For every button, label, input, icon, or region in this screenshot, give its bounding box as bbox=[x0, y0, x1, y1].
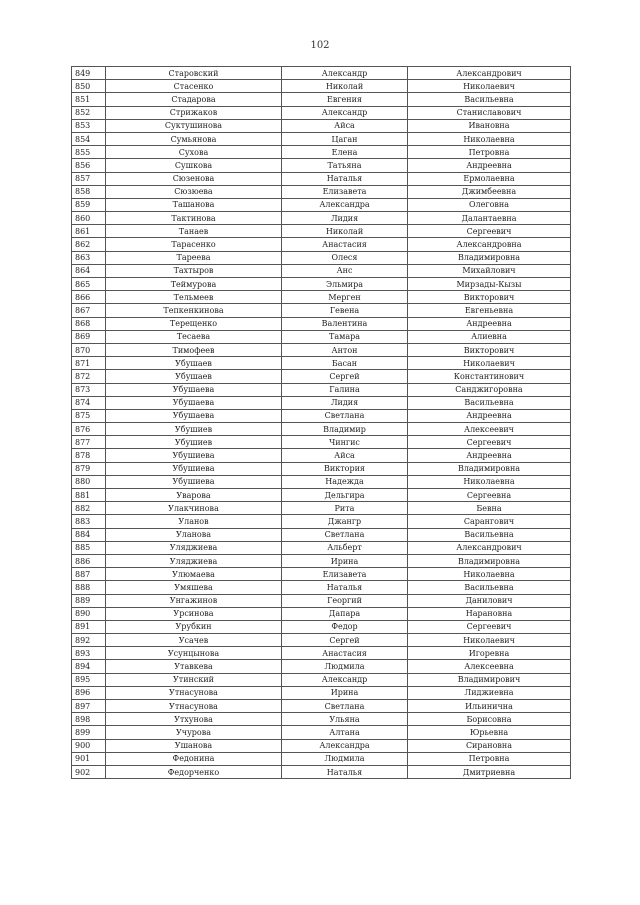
patronymic-cell: Сергеевич bbox=[408, 225, 571, 238]
patronymic-cell: Бевна bbox=[408, 502, 571, 515]
table-row bbox=[72, 700, 571, 713]
last-name-cell: Суктушинова bbox=[106, 119, 282, 132]
first-name-cell: Александр bbox=[282, 67, 408, 80]
last-name-cell: Уланов bbox=[106, 515, 282, 528]
last-name-cell: Усунцынова bbox=[106, 647, 282, 660]
last-name-cell: Убушаев bbox=[106, 370, 282, 383]
last-name-cell: Утавкева bbox=[106, 660, 282, 673]
row-number-cell: 859 bbox=[72, 198, 106, 211]
last-name-cell: Ташанова bbox=[106, 198, 282, 211]
last-name-cell: Утхунова bbox=[106, 713, 282, 726]
last-name-cell: Урубкин bbox=[106, 620, 282, 633]
first-name-cell: Олеся bbox=[282, 251, 408, 264]
first-name-cell: Мерген bbox=[282, 291, 408, 304]
row-number-cell: 892 bbox=[72, 634, 106, 647]
row-number-cell: 874 bbox=[72, 396, 106, 409]
patronymic-cell: Николаевна bbox=[408, 475, 571, 488]
first-name-cell: Наталья bbox=[282, 172, 408, 185]
last-name-cell: Утинский bbox=[106, 673, 282, 686]
patronymic-cell: Игоревна bbox=[408, 647, 571, 660]
last-name-cell: Тимофеев bbox=[106, 343, 282, 356]
table-row bbox=[72, 502, 571, 515]
table-row bbox=[72, 739, 571, 752]
patronymic-cell: Андреевна bbox=[408, 409, 571, 422]
patronymic-cell: Константинович bbox=[408, 370, 571, 383]
row-number-cell: 866 bbox=[72, 291, 106, 304]
last-name-cell: Урсинова bbox=[106, 607, 282, 620]
row-number-cell: 893 bbox=[72, 647, 106, 660]
patronymic-cell: Владимировна bbox=[408, 554, 571, 567]
row-number-cell: 885 bbox=[72, 541, 106, 554]
first-name-cell: Светлана bbox=[282, 528, 408, 541]
row-number-cell: 853 bbox=[72, 119, 106, 132]
table-row bbox=[72, 607, 571, 620]
first-name-cell: Цаган bbox=[282, 132, 408, 145]
first-name-cell: Анастасия bbox=[282, 238, 408, 251]
table-row bbox=[72, 594, 571, 607]
row-number-cell: 854 bbox=[72, 132, 106, 145]
last-name-cell: Убушаев bbox=[106, 357, 282, 370]
table-row bbox=[72, 251, 571, 264]
table-row bbox=[72, 475, 571, 488]
table-row bbox=[72, 238, 571, 251]
table-row bbox=[72, 726, 571, 739]
table-row bbox=[72, 423, 571, 436]
last-name-cell: Убушиева bbox=[106, 475, 282, 488]
row-number-cell: 881 bbox=[72, 489, 106, 502]
row-number-cell: 869 bbox=[72, 330, 106, 343]
last-name-cell: Сюзюева bbox=[106, 185, 282, 198]
first-name-cell: Лидия bbox=[282, 212, 408, 225]
row-number-cell: 862 bbox=[72, 238, 106, 251]
first-name-cell: Евгения bbox=[282, 93, 408, 106]
first-name-cell: Антон bbox=[282, 343, 408, 356]
patronymic-cell: Ермолаевна bbox=[408, 172, 571, 185]
table-row bbox=[72, 765, 571, 778]
last-name-cell: Убушаева bbox=[106, 409, 282, 422]
last-name-cell: Убушиева bbox=[106, 449, 282, 462]
first-name-cell: Николай bbox=[282, 80, 408, 93]
first-name-cell: Сергей bbox=[282, 634, 408, 647]
last-name-cell: Ушанова bbox=[106, 739, 282, 752]
table-row bbox=[72, 159, 571, 172]
row-number-cell: 867 bbox=[72, 304, 106, 317]
last-name-cell: Сюзенова bbox=[106, 172, 282, 185]
row-number-cell: 870 bbox=[72, 343, 106, 356]
first-name-cell: Ирина bbox=[282, 686, 408, 699]
row-number-cell: 850 bbox=[72, 80, 106, 93]
table-row bbox=[72, 568, 571, 581]
patronymic-cell: Данилович bbox=[408, 594, 571, 607]
last-name-cell: Стасенко bbox=[106, 80, 282, 93]
last-name-cell: Терещенко bbox=[106, 317, 282, 330]
first-name-cell: Александр bbox=[282, 673, 408, 686]
last-name-cell: Сухова bbox=[106, 146, 282, 159]
row-number-cell: 901 bbox=[72, 752, 106, 765]
row-number-cell: 864 bbox=[72, 264, 106, 277]
table-row bbox=[72, 462, 571, 475]
row-number-cell: 857 bbox=[72, 172, 106, 185]
table-row bbox=[72, 528, 571, 541]
first-name-cell: Альберт bbox=[282, 541, 408, 554]
table-row bbox=[72, 106, 571, 119]
last-name-cell: Убушаева bbox=[106, 383, 282, 396]
first-name-cell: Георгий bbox=[282, 594, 408, 607]
table-row bbox=[72, 647, 571, 660]
table-row bbox=[72, 383, 571, 396]
first-name-cell: Сергей bbox=[282, 370, 408, 383]
row-number-cell: 890 bbox=[72, 607, 106, 620]
last-name-cell: Убушаева bbox=[106, 396, 282, 409]
last-name-cell: Уляджиева bbox=[106, 554, 282, 567]
first-name-cell: Александра bbox=[282, 198, 408, 211]
last-name-cell: Унгажинов bbox=[106, 594, 282, 607]
patronymic-cell: Васильевна bbox=[408, 396, 571, 409]
table-row bbox=[72, 541, 571, 554]
table-row bbox=[72, 620, 571, 633]
first-name-cell: Татьяна bbox=[282, 159, 408, 172]
patronymic-cell: Васильевна bbox=[408, 528, 571, 541]
patronymic-cell: Николаевич bbox=[408, 80, 571, 93]
row-number-cell: 896 bbox=[72, 686, 106, 699]
last-name-cell: Уланова bbox=[106, 528, 282, 541]
patronymic-cell: Станиславович bbox=[408, 106, 571, 119]
row-number-cell: 878 bbox=[72, 449, 106, 462]
table-row bbox=[72, 304, 571, 317]
table-row bbox=[72, 225, 571, 238]
patronymic-cell: Нарановна bbox=[408, 607, 571, 620]
table-row bbox=[72, 185, 571, 198]
last-name-cell: Уварова bbox=[106, 489, 282, 502]
patronymic-cell: Сергеевич bbox=[408, 436, 571, 449]
table-row bbox=[72, 409, 571, 422]
row-number-cell: 888 bbox=[72, 581, 106, 594]
table-row bbox=[72, 449, 571, 462]
row-number-cell: 886 bbox=[72, 554, 106, 567]
row-number-cell: 894 bbox=[72, 660, 106, 673]
row-number-cell: 889 bbox=[72, 594, 106, 607]
table-row bbox=[72, 396, 571, 409]
page-number: 102 bbox=[310, 40, 330, 51]
patronymic-cell: Сергеевич bbox=[408, 620, 571, 633]
last-name-cell: Тепкенкинова bbox=[106, 304, 282, 317]
table-row bbox=[72, 370, 571, 383]
last-name-cell: Тесаева bbox=[106, 330, 282, 343]
patronymic-cell: Андреевна bbox=[408, 317, 571, 330]
last-name-cell: Убушиев bbox=[106, 423, 282, 436]
row-number-cell: 852 bbox=[72, 106, 106, 119]
first-name-cell: Галина bbox=[282, 383, 408, 396]
patronymic-cell: Дмитриевна bbox=[408, 765, 571, 778]
patronymic-cell: Ильинична bbox=[408, 700, 571, 713]
table-row bbox=[72, 673, 571, 686]
patronymic-cell: Санджигоровна bbox=[408, 383, 571, 396]
first-name-cell: Светлана bbox=[282, 409, 408, 422]
row-number-cell: 855 bbox=[72, 146, 106, 159]
table-row bbox=[72, 660, 571, 673]
first-name-cell: Виктория bbox=[282, 462, 408, 475]
patronymic-cell: Юрьевна bbox=[408, 726, 571, 739]
roster-body bbox=[72, 67, 571, 779]
last-name-cell: Танаев bbox=[106, 225, 282, 238]
table-row bbox=[72, 343, 571, 356]
last-name-cell: Тахтыров bbox=[106, 264, 282, 277]
last-name-cell: Убушиева bbox=[106, 462, 282, 475]
table-row bbox=[72, 278, 571, 291]
first-name-cell: Рита bbox=[282, 502, 408, 515]
first-name-cell: Светлана bbox=[282, 700, 408, 713]
first-name-cell: Федор bbox=[282, 620, 408, 633]
table-row bbox=[72, 212, 571, 225]
table-row bbox=[72, 330, 571, 343]
patronymic-cell: Алексеевич bbox=[408, 423, 571, 436]
patronymic-cell: Викторович bbox=[408, 291, 571, 304]
last-name-cell: Сумьянова bbox=[106, 132, 282, 145]
first-name-cell: Владимир bbox=[282, 423, 408, 436]
patronymic-cell: Сарангович bbox=[408, 515, 571, 528]
patronymic-cell: Далантаевна bbox=[408, 212, 571, 225]
patronymic-cell: Владимировна bbox=[408, 251, 571, 264]
row-number-cell: 868 bbox=[72, 317, 106, 330]
patronymic-cell: Николаевна bbox=[408, 568, 571, 581]
first-name-cell: Алтана bbox=[282, 726, 408, 739]
row-number-cell: 898 bbox=[72, 713, 106, 726]
row-number-cell: 860 bbox=[72, 212, 106, 225]
first-name-cell: Наталья bbox=[282, 765, 408, 778]
last-name-cell: Тареева bbox=[106, 251, 282, 264]
patronymic-cell: Алиевна bbox=[408, 330, 571, 343]
patronymic-cell: Андреевна bbox=[408, 159, 571, 172]
patronymic-cell: Владимировна bbox=[408, 462, 571, 475]
row-number-cell: 873 bbox=[72, 383, 106, 396]
row-number-cell: 879 bbox=[72, 462, 106, 475]
table-row bbox=[72, 554, 571, 567]
last-name-cell: Утнасунова bbox=[106, 700, 282, 713]
patronymic-cell: Александрович bbox=[408, 541, 571, 554]
last-name-cell: Стрижаков bbox=[106, 106, 282, 119]
last-name-cell: Утнасунова bbox=[106, 686, 282, 699]
table-row bbox=[72, 146, 571, 159]
row-number-cell: 897 bbox=[72, 700, 106, 713]
first-name-cell: Тамара bbox=[282, 330, 408, 343]
table-row bbox=[72, 634, 571, 647]
row-number-cell: 882 bbox=[72, 502, 106, 515]
first-name-cell: Лидия bbox=[282, 396, 408, 409]
last-name-cell: Убушиев bbox=[106, 436, 282, 449]
first-name-cell: Ирина bbox=[282, 554, 408, 567]
row-number-cell: 899 bbox=[72, 726, 106, 739]
last-name-cell: Умяшева bbox=[106, 581, 282, 594]
first-name-cell: Джангр bbox=[282, 515, 408, 528]
first-name-cell: Елизавета bbox=[282, 185, 408, 198]
patronymic-cell: Олеговна bbox=[408, 198, 571, 211]
first-name-cell: Александр bbox=[282, 106, 408, 119]
row-number-cell: 875 bbox=[72, 409, 106, 422]
patronymic-cell: Владимирович bbox=[408, 673, 571, 686]
first-name-cell: Валентина bbox=[282, 317, 408, 330]
first-name-cell: Эльмира bbox=[282, 278, 408, 291]
row-number-cell: 895 bbox=[72, 673, 106, 686]
table-row bbox=[72, 686, 571, 699]
first-name-cell: Чингис bbox=[282, 436, 408, 449]
table-row bbox=[72, 291, 571, 304]
first-name-cell: Николай bbox=[282, 225, 408, 238]
first-name-cell: Александра bbox=[282, 739, 408, 752]
first-name-cell: Елизавета bbox=[282, 568, 408, 581]
last-name-cell: Сушкова bbox=[106, 159, 282, 172]
first-name-cell: Елена bbox=[282, 146, 408, 159]
first-name-cell: Басан bbox=[282, 357, 408, 370]
row-number-cell: 887 bbox=[72, 568, 106, 581]
roster-table bbox=[71, 66, 571, 779]
last-name-cell: Тельмеев bbox=[106, 291, 282, 304]
table-row bbox=[72, 581, 571, 594]
patronymic-cell: Петровна bbox=[408, 752, 571, 765]
row-number-cell: 877 bbox=[72, 436, 106, 449]
table-row bbox=[72, 198, 571, 211]
first-name-cell: Дапара bbox=[282, 607, 408, 620]
row-number-cell: 856 bbox=[72, 159, 106, 172]
row-number-cell: 884 bbox=[72, 528, 106, 541]
patronymic-cell: Сергеевна bbox=[408, 489, 571, 502]
patronymic-cell: Николаевна bbox=[408, 132, 571, 145]
first-name-cell: Айса bbox=[282, 119, 408, 132]
patronymic-cell: Борисовна bbox=[408, 713, 571, 726]
first-name-cell: Дельгира bbox=[282, 489, 408, 502]
patronymic-cell: Александрович bbox=[408, 67, 571, 80]
patronymic-cell: Джимбеевна bbox=[408, 185, 571, 198]
row-number-cell: 883 bbox=[72, 515, 106, 528]
first-name-cell: Анастасия bbox=[282, 647, 408, 660]
table-row bbox=[72, 67, 571, 80]
last-name-cell: Стадарова bbox=[106, 93, 282, 106]
row-number-cell: 858 bbox=[72, 185, 106, 198]
table-row bbox=[72, 119, 571, 132]
patronymic-cell: Николаевич bbox=[408, 357, 571, 370]
row-number-cell: 871 bbox=[72, 357, 106, 370]
first-name-cell: Ульяна bbox=[282, 713, 408, 726]
patronymic-cell: Викторович bbox=[408, 343, 571, 356]
table-row bbox=[72, 80, 571, 93]
row-number-cell: 880 bbox=[72, 475, 106, 488]
table-row bbox=[72, 172, 571, 185]
first-name-cell: Анс bbox=[282, 264, 408, 277]
row-number-cell: 900 bbox=[72, 739, 106, 752]
patronymic-cell: Евгеньевна bbox=[408, 304, 571, 317]
table-row bbox=[72, 515, 571, 528]
patronymic-cell: Александровна bbox=[408, 238, 571, 251]
last-name-cell: Учурова bbox=[106, 726, 282, 739]
table-row bbox=[72, 436, 571, 449]
last-name-cell: Уляджиева bbox=[106, 541, 282, 554]
first-name-cell: Людмила bbox=[282, 660, 408, 673]
row-number-cell: 865 bbox=[72, 278, 106, 291]
patronymic-cell: Андреевна bbox=[408, 449, 571, 462]
table-row bbox=[72, 357, 571, 370]
last-name-cell: Улюмаева bbox=[106, 568, 282, 581]
table-row bbox=[72, 264, 571, 277]
patronymic-cell: Васильевна bbox=[408, 581, 571, 594]
row-number-cell: 863 bbox=[72, 251, 106, 264]
last-name-cell: Улакчинова bbox=[106, 502, 282, 515]
patronymic-cell: Васильевна bbox=[408, 93, 571, 106]
patronymic-cell: Алексеевна bbox=[408, 660, 571, 673]
table-row bbox=[72, 713, 571, 726]
row-number-cell: 902 bbox=[72, 765, 106, 778]
row-number-cell: 851 bbox=[72, 93, 106, 106]
patronymic-cell: Мирзады-Кызы bbox=[408, 278, 571, 291]
patronymic-cell: Сирановна bbox=[408, 739, 571, 752]
first-name-cell: Айса bbox=[282, 449, 408, 462]
last-name-cell: Федонина bbox=[106, 752, 282, 765]
first-name-cell: Наталья bbox=[282, 581, 408, 594]
table-row bbox=[72, 752, 571, 765]
patronymic-cell: Николаевич bbox=[408, 634, 571, 647]
first-name-cell: Людмила bbox=[282, 752, 408, 765]
row-number-cell: 891 bbox=[72, 620, 106, 633]
patronymic-cell: Михайлович bbox=[408, 264, 571, 277]
last-name-cell: Федорченко bbox=[106, 765, 282, 778]
last-name-cell: Усачев bbox=[106, 634, 282, 647]
last-name-cell: Теймурова bbox=[106, 278, 282, 291]
row-number-cell: 861 bbox=[72, 225, 106, 238]
table-row bbox=[72, 132, 571, 145]
row-number-cell: 849 bbox=[72, 67, 106, 80]
patronymic-cell: Лиджиевна bbox=[408, 686, 571, 699]
table-row bbox=[72, 317, 571, 330]
first-name-cell: Надежда bbox=[282, 475, 408, 488]
last-name-cell: Тарасенко bbox=[106, 238, 282, 251]
row-number-cell: 876 bbox=[72, 423, 106, 436]
last-name-cell: Старовский bbox=[106, 67, 282, 80]
table-row bbox=[72, 489, 571, 502]
table-row bbox=[72, 93, 571, 106]
row-number-cell: 872 bbox=[72, 370, 106, 383]
patronymic-cell: Петровна bbox=[408, 146, 571, 159]
last-name-cell: Тактинова bbox=[106, 212, 282, 225]
patronymic-cell: Ивановна bbox=[408, 119, 571, 132]
first-name-cell: Гевена bbox=[282, 304, 408, 317]
